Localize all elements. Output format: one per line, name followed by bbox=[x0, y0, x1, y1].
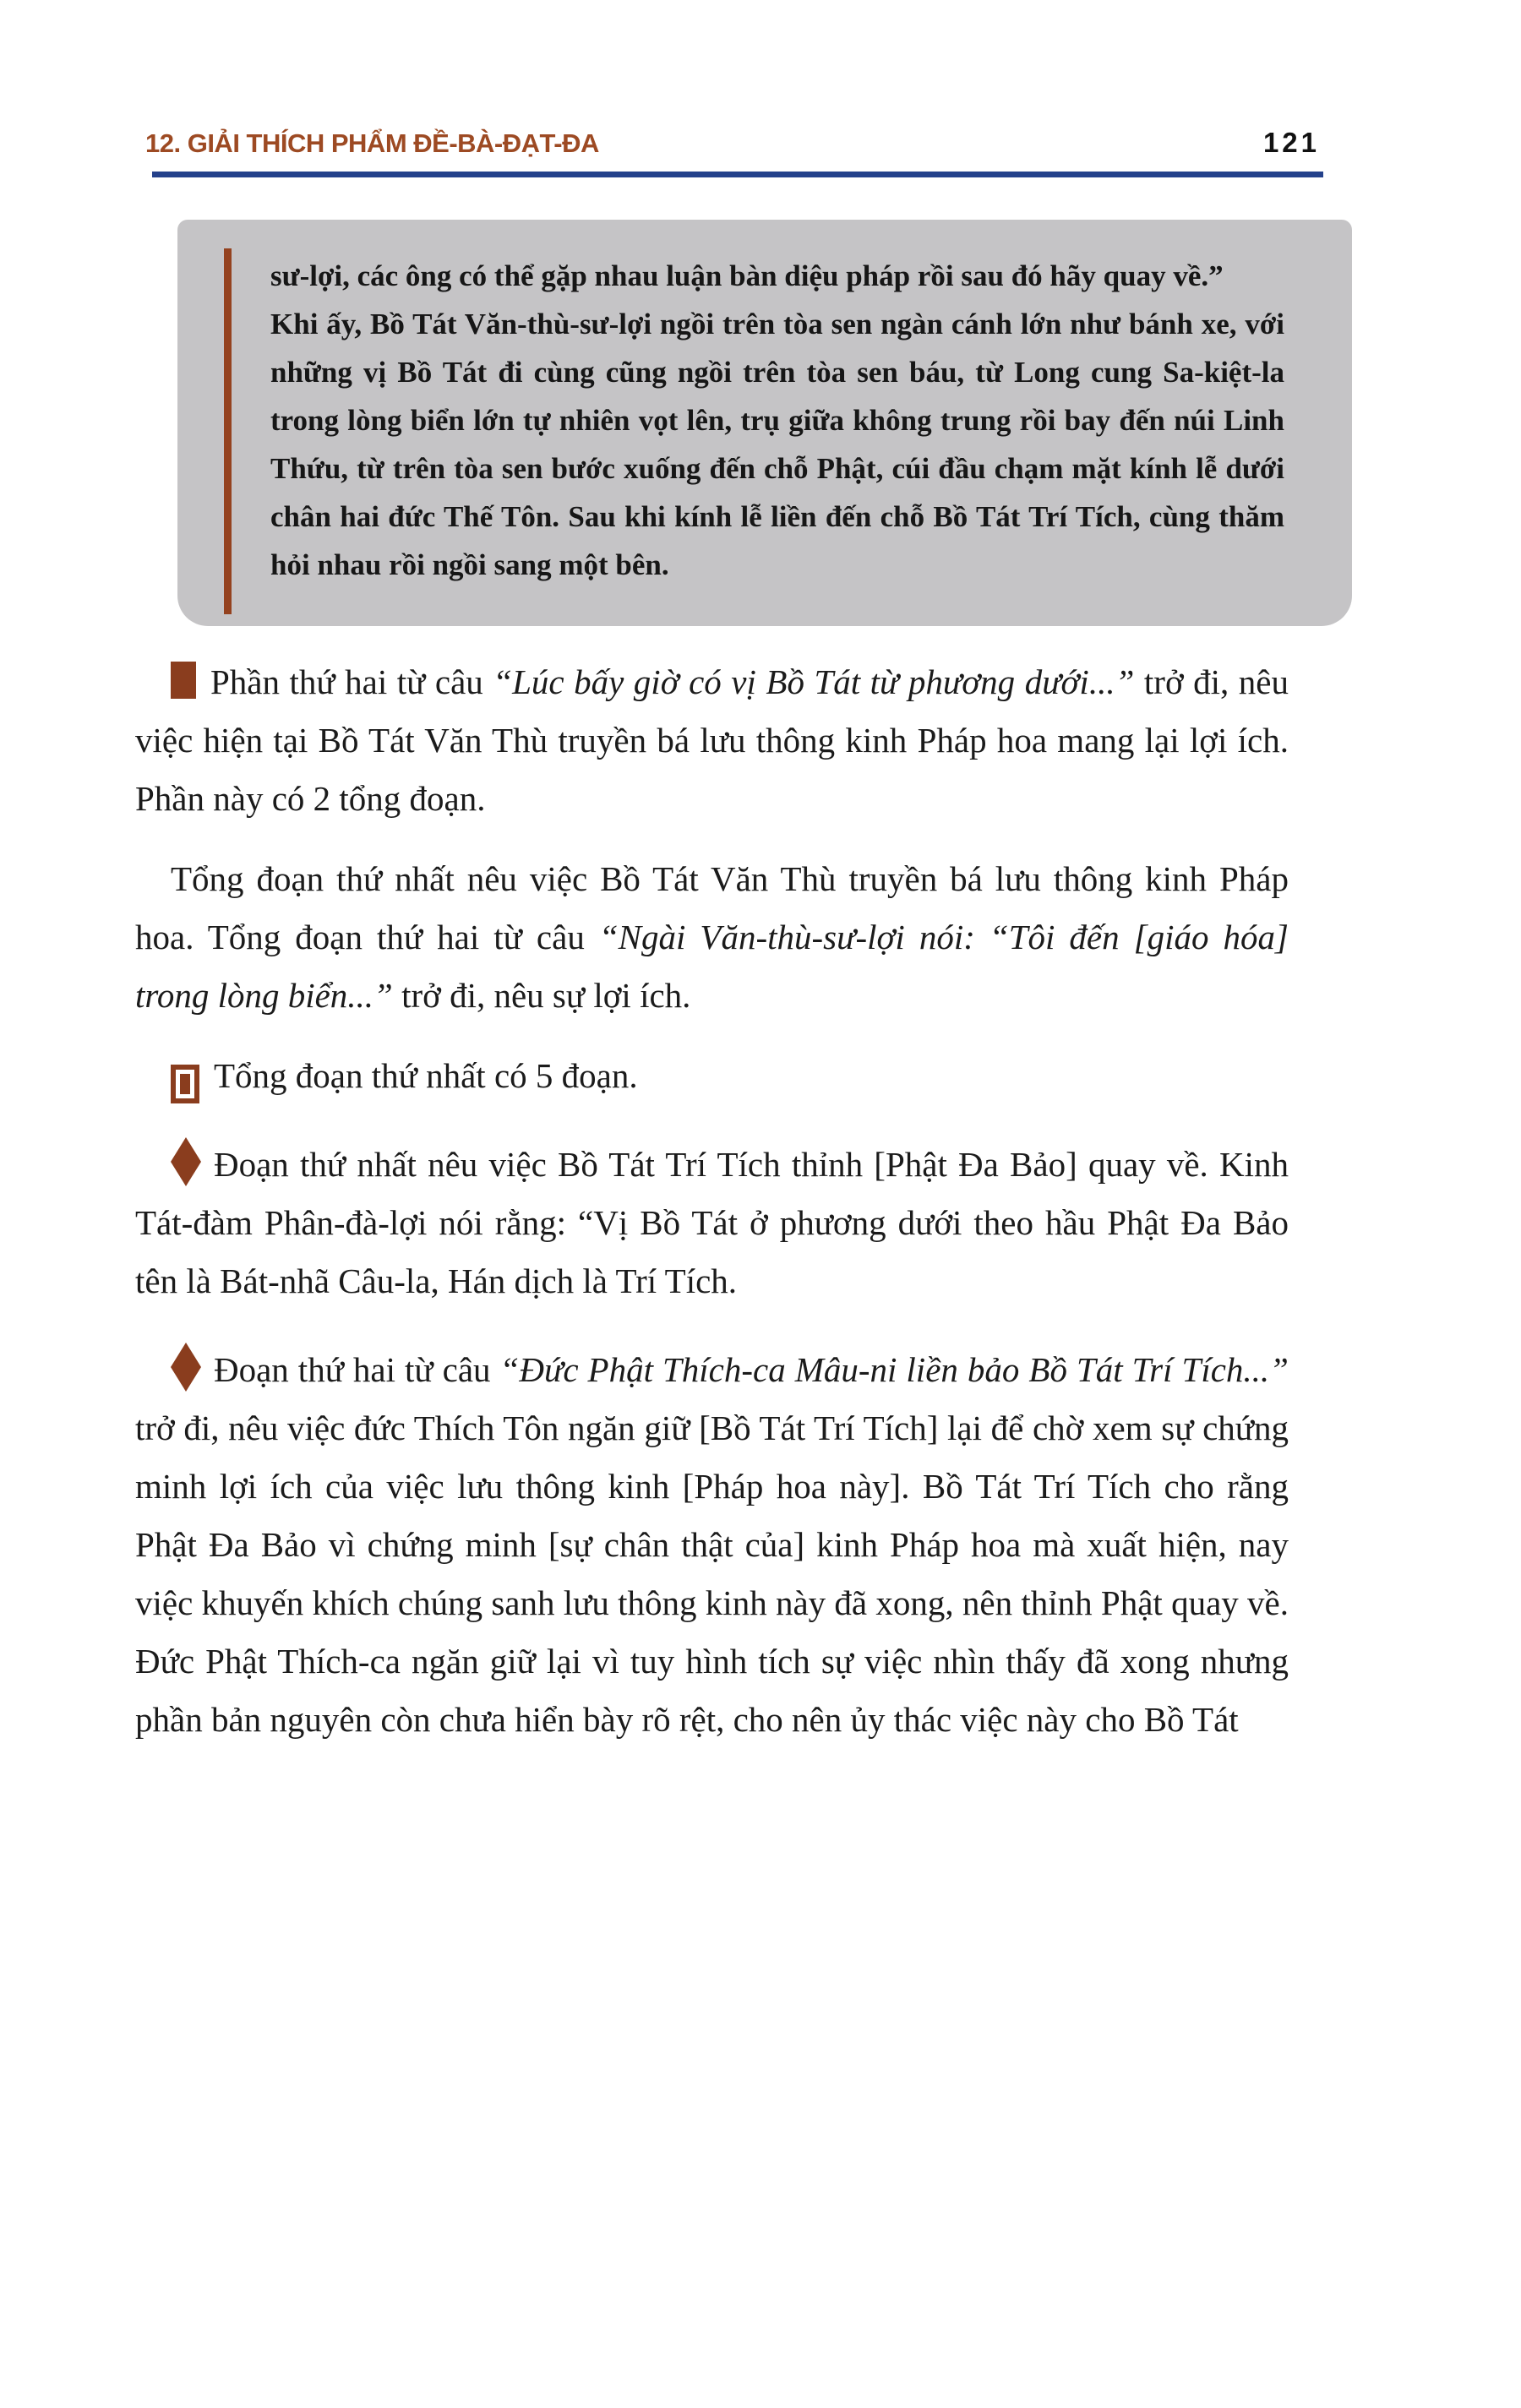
filled-square-bullet-icon bbox=[171, 662, 196, 699]
quoted-scripture-run: “Lúc bấy giờ có vị Bồ Tát từ phương dưới...” bbox=[493, 662, 1135, 701]
quoted-scripture-run: “Đức Phật Thích-ca Mâu-ni liền bảo Bồ Tát Trí Tích...” bbox=[499, 1350, 1289, 1389]
scripture-quote-box bbox=[177, 220, 1352, 626]
chapter-title: 12. GIẢI THÍCH PHẨM ĐỀ-BÀ-ĐẠT-ĐA bbox=[145, 128, 599, 158]
header-rule bbox=[152, 172, 1323, 177]
body-paragraph bbox=[135, 1332, 1289, 1749]
text-run: Đoạn thứ hai từ câu bbox=[214, 1350, 500, 1389]
text-run: trở đi, nêu việc đức Thích Tôn ngăn giữ [Bồ Tát Trí Tích] lại để chờ xem sự chứng minh lợi ích của việc lưu thông kinh [Pháp hoa này]. Bồ Tát Trí Tích cho rằng Phật Đa Bảo vì chứng minh [sự chân thật của] kinh Pháp hoa mà xuất hiện, nay việc khuyến khích chúng sanh lưu thông kinh này đã xong, nên thỉnh Phật quay về. Đức Phật Thích-ca ngăn giữ lại vì tuy hình tích sự việc nhìn thấy đã xong nhưng phần bản nguyên còn chưa hiển bày rõ rệt, cho nên ủy thác việc này cho Bồ Tát bbox=[135, 1408, 1289, 1739]
quote-paragraph: sư-lợi, các ông có thể gặp nhau luận bàn diệu pháp rồi sau đó hãy quay về.” bbox=[270, 259, 1224, 292]
quote-paragraph: Khi ấy, Bồ Tát Văn-thù-sư-lợi ngồi trên tòa sen ngàn cánh lớn như bánh xe, với những vị Bồ Tát đi cùng cũng ngồi trên tòa sen báu, từ Long cung Sa-kiệt-la trong lòng biển lớn tự nhiên vọt lên, trụ giữa không trung rồi bay đến núi Linh Thứu, từ trên tòa sen bước xuống đến chỗ Phật, cúi đầu chạm mặt kính lễ dưới chân hai đức Thế Tôn. Sau khi kính lễ liền đến chỗ Bồ Tát Trí Tích, cùng thăm hỏi nhau rồi ngồi sang một bên. bbox=[270, 308, 1284, 581]
text-run: trở đi, nêu sự lợi ích. bbox=[392, 976, 691, 1015]
text-run: Tổng đoạn thứ nhất nêu việc Bồ Tát Văn Thù truyền bá lưu thông kinh Pháp hoa. Tổng đoạn thứ hai từ câu bbox=[135, 859, 1289, 956]
commentary-body bbox=[135, 653, 1289, 1749]
text-run: Tổng đoạn thứ nhất có 5 đoạn. bbox=[214, 1056, 638, 1095]
body-paragraph bbox=[135, 1047, 1289, 1105]
page-number: 121 bbox=[1262, 127, 1320, 158]
diamond-bullet-icon bbox=[171, 1343, 201, 1392]
outlined-square-bullet-core bbox=[180, 1074, 190, 1094]
body-paragraph bbox=[135, 850, 1289, 1025]
text-run: Đoạn thứ nhất nêu việc Bồ Tát Trí Tích thỉnh [Phật Đa Bảo] quay về. Kinh Tát-đàm Phân-đà-lợi nói rằng: “Vị Bồ Tát ở phương dưới theo hầu Phật Đa Bảo tên là Bát-nhã Câu-la, Hán dịch là Trí Tích. bbox=[135, 1145, 1289, 1300]
quote-left-bar bbox=[224, 248, 232, 614]
book-page bbox=[0, 127, 1521, 2408]
text-run: Phần thứ hai từ câu bbox=[210, 662, 493, 701]
quote-content bbox=[270, 252, 1284, 589]
body-paragraph bbox=[135, 1127, 1289, 1310]
outlined-square-bullet-icon bbox=[171, 1065, 199, 1103]
text-run: trở đi, nêu việc hiện tại Bồ Tát Văn Thù truyền bá lưu thông kinh Pháp hoa mang lại lợi ích. Phần này có 2 tổng đoạn. bbox=[135, 662, 1289, 818]
diamond-bullet-icon bbox=[171, 1137, 201, 1186]
body-paragraph bbox=[135, 653, 1289, 828]
quoted-scripture-run: “Ngài Văn-thù-sư-lợi nói: “Tôi đến [giáo hóa] trong lòng biển...” bbox=[135, 918, 1289, 1015]
page-header bbox=[145, 127, 1320, 159]
